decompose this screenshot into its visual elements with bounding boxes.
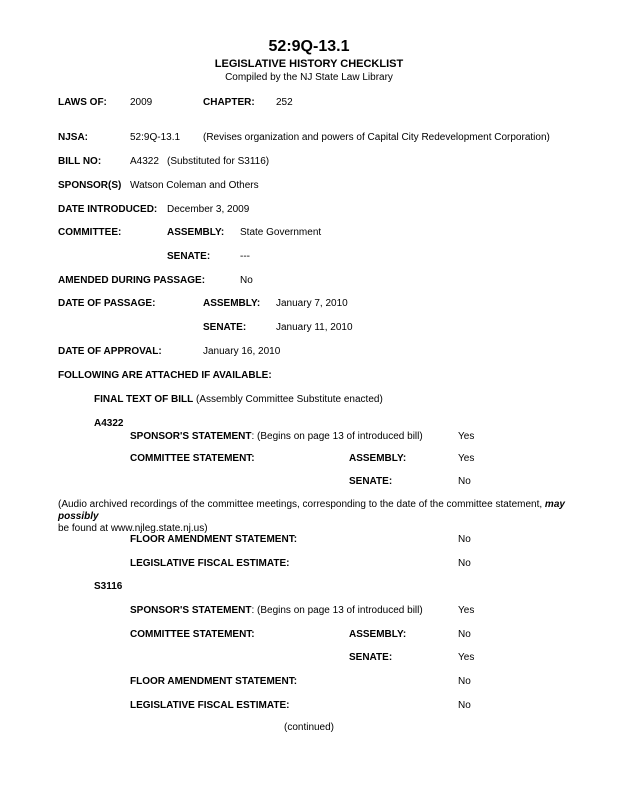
compiled-by: Compiled by the NJ State Law Library [225, 72, 393, 83]
passage-senate-value: January 11, 2010 [276, 322, 353, 333]
njsa-value: 52:9Q-13.1 [130, 132, 181, 143]
chapter-value: 252 [276, 97, 293, 108]
sponsors-value: Watson Coleman and Others [130, 180, 259, 191]
final-text-label: FINAL TEXT OF BILL [94, 394, 194, 405]
njsa-description: (Revises organization and powers of Capital City Redevelopment Corporation) [203, 132, 550, 143]
committee-label: COMMITTEE: [58, 227, 122, 238]
laws-of-label: LAWS OF: [58, 97, 107, 108]
attached-heading: FOLLOWING ARE ATTACHED IF AVAILABLE: [58, 370, 272, 381]
a4322-sponsor-statement [130, 431, 423, 443]
sponsors-label: SPONSOR(S) [58, 180, 122, 191]
amended-value: No [240, 275, 253, 286]
continued-note: (continued) [283, 722, 335, 733]
s3116-fiscal-label: LEGISLATIVE FISCAL ESTIMATE: [130, 700, 290, 711]
s3116-committee-label: COMMITTEE STATEMENT: [130, 629, 255, 640]
final-text-note: (Assembly Committee Substitute enacted) [196, 394, 383, 405]
chapter-label: CHAPTER: [203, 97, 255, 108]
passage-senate-label: SENATE: [203, 322, 247, 333]
a4322-sponsor-value: Yes [458, 431, 475, 442]
a4322-heading: A4322 [94, 418, 124, 429]
a4322-assembly-value: Yes [458, 453, 475, 464]
a4322-floor-value: No [458, 534, 471, 545]
a4322-senate-label: SENATE: [349, 476, 393, 487]
bill-no-note: (Substituted for S3116) [167, 156, 270, 167]
final-text-line [94, 394, 383, 406]
amended-label: AMENDED DURING PASSAGE: [58, 275, 206, 286]
audio-note-emphasis: may possibly [58, 499, 565, 522]
a4322-sponsor-note: : (Begins on page 13 of introduced bill) [251, 431, 423, 442]
approval-label: DATE OF APPROVAL: [58, 346, 162, 357]
statute-title: 52:9Q-13.1 [268, 38, 350, 55]
s3116-heading: S3116 [94, 581, 123, 592]
s3116-senate-value: Yes [458, 652, 475, 663]
passage-label: DATE OF PASSAGE: [58, 298, 156, 309]
s3116-sponsor-statement [130, 605, 423, 617]
approval-value: January 16, 2010 [203, 346, 281, 357]
passage-assembly-label: ASSEMBLY: [203, 298, 261, 309]
s3116-sponsor-value: Yes [458, 605, 475, 616]
passage-assembly-value: January 7, 2010 [276, 298, 348, 309]
s3116-assembly-value: No [458, 629, 471, 640]
audio-note [58, 499, 603, 535]
a4322-senate-value: No [458, 476, 471, 487]
s3116-senate-label: SENATE: [349, 652, 393, 663]
checklist-title: LEGISLATIVE HISTORY CHECKLIST [214, 58, 404, 70]
committee-assembly-label: ASSEMBLY: [167, 227, 225, 238]
committee-senate-value: --- [240, 251, 250, 262]
date-introduced-label: DATE INTRODUCED: [58, 204, 158, 215]
s3116-fiscal-value: No [458, 700, 471, 711]
a4322-assembly-label: ASSEMBLY: [349, 453, 407, 464]
bill-no-value: A4322 [130, 156, 159, 167]
committee-senate-label: SENATE: [167, 251, 211, 262]
a4322-floor-label: FLOOR AMENDMENT STATEMENT: [130, 534, 298, 545]
laws-of-value: 2009 [130, 97, 153, 108]
s3116-assembly-label: ASSEMBLY: [349, 629, 407, 640]
njsa-label: NJSA: [58, 132, 89, 143]
audio-note-text: (Audio archived recordings of the committee meetings, corresponding to the date of the committee statement, [58, 499, 543, 510]
s3116-sponsor-label: SPONSOR'S STATEMENT [130, 605, 252, 616]
date-introduced-value: December 3, 2009 [167, 204, 250, 215]
committee-assembly-value: State Government [240, 227, 322, 238]
audio-note-end: be found at www.njleg.state.nj.us) [58, 523, 208, 534]
s3116-floor-label: FLOOR AMENDMENT STATEMENT: [130, 676, 298, 687]
a4322-fiscal-label: LEGISLATIVE FISCAL ESTIMATE: [130, 558, 290, 569]
s3116-sponsor-note: : (Begins on page 13 of introduced bill) [251, 605, 423, 616]
a4322-committee-label: COMMITTEE STATEMENT: [130, 453, 255, 464]
a4322-fiscal-value: No [458, 558, 471, 569]
a4322-sponsor-label: SPONSOR'S STATEMENT [130, 431, 252, 442]
bill-no-label: BILL NO: [58, 156, 102, 167]
s3116-floor-value: No [458, 676, 471, 687]
